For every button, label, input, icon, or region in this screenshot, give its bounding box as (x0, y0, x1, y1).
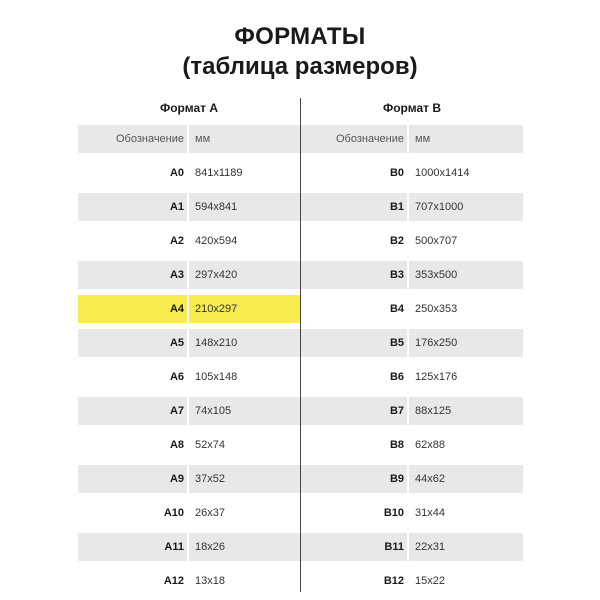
format-designation: A11 (164, 541, 184, 553)
format-size: 594x841 (195, 201, 238, 213)
format-size: 18x26 (195, 541, 225, 553)
format-designation: B3 (389, 269, 404, 281)
format-designation: A5 (169, 337, 184, 349)
format-size: 353x500 (415, 269, 458, 281)
table-row (78, 465, 300, 493)
format-size: 841x1189 (195, 167, 243, 179)
format-designation: B12 (383, 575, 404, 587)
table-row (78, 533, 300, 561)
format-size: 13x18 (195, 575, 225, 587)
format-designation: A6 (169, 371, 184, 383)
table-row (78, 431, 300, 459)
table-row (78, 363, 300, 391)
format-designation: A4 (169, 303, 184, 315)
format-designation: B1 (389, 201, 404, 213)
format-b-table (301, 96, 523, 600)
page-title: ФОРМАТЫ (234, 23, 366, 50)
format-size: 500x707 (415, 235, 458, 247)
table-row (301, 533, 523, 561)
table-row (301, 295, 523, 323)
format-designation: A1 (169, 201, 184, 213)
table-row (78, 261, 300, 289)
format-size: 420x594 (195, 235, 238, 247)
table-row (301, 159, 523, 187)
format-a-heading: Формат А (159, 101, 218, 115)
format-designation: B9 (389, 473, 404, 485)
format-size: 148x210 (195, 337, 238, 349)
table-row (301, 329, 523, 357)
table-row (78, 227, 300, 255)
format-designation: B2 (389, 235, 404, 247)
format-size: 210x297 (195, 303, 238, 315)
format-designation: B7 (389, 405, 404, 417)
format-a-table (78, 96, 300, 600)
table-row (301, 261, 523, 289)
table-row (301, 465, 523, 493)
format-size: 176x250 (415, 337, 458, 349)
format-designation: A9 (169, 473, 184, 485)
format-b-heading: Формат В (382, 101, 441, 115)
format-designation: B5 (389, 337, 404, 349)
format-designation: B4 (389, 303, 404, 315)
format-size: 52x74 (195, 439, 225, 451)
designation-header: Обозначение (335, 133, 404, 145)
unit-header: мм (415, 133, 431, 145)
format-designation: B0 (389, 167, 404, 179)
table-row (301, 193, 523, 221)
format-a-rows (78, 159, 300, 595)
format-designation: B8 (389, 439, 404, 451)
table-row (78, 329, 300, 357)
table-row (301, 431, 523, 459)
format-size: 88x125 (415, 405, 452, 417)
unit-header: мм (195, 133, 211, 145)
table-row (301, 363, 523, 391)
table-row (78, 159, 300, 187)
format-size: 62x88 (415, 439, 445, 451)
format-size: 15x22 (415, 575, 445, 587)
format-designation: A0 (169, 167, 184, 179)
format-designation: B11 (384, 541, 404, 553)
format-b-rows (301, 159, 523, 595)
format-size: 1000x1414 (415, 167, 470, 179)
format-size: 22x31 (415, 541, 445, 553)
format-size: 44x62 (415, 473, 445, 485)
format-designation: B10 (383, 507, 404, 519)
format-size: 250x353 (415, 303, 458, 315)
format-size: 707x1000 (415, 201, 464, 213)
format-size: 125x176 (415, 371, 458, 383)
table-row (301, 397, 523, 425)
format-size: 31x44 (415, 507, 445, 519)
table-row (78, 295, 300, 323)
table-row (78, 397, 300, 425)
format-b-header-row (301, 125, 523, 153)
format-designation: A2 (169, 235, 184, 247)
table-row (301, 567, 523, 595)
page-subtitle: (таблица размеров) (182, 53, 418, 80)
format-designation: A10 (163, 507, 184, 519)
format-size: 74x105 (195, 405, 232, 417)
format-designation: B6 (389, 371, 404, 383)
format-a-header-row (78, 125, 300, 153)
format-designation: A12 (163, 575, 184, 587)
designation-header: Обозначение (115, 133, 184, 145)
format-designation: A8 (169, 439, 184, 451)
format-size: 37x52 (195, 473, 225, 485)
format-designation: A3 (169, 269, 184, 281)
format-size: 26x37 (195, 507, 225, 519)
format-size: 297x420 (195, 269, 238, 281)
table-row (78, 567, 300, 595)
table-row (78, 193, 300, 221)
table-row (301, 227, 523, 255)
format-designation: A7 (169, 405, 184, 417)
table-row (301, 499, 523, 527)
table-row (78, 499, 300, 527)
format-size: 105x148 (195, 371, 238, 383)
